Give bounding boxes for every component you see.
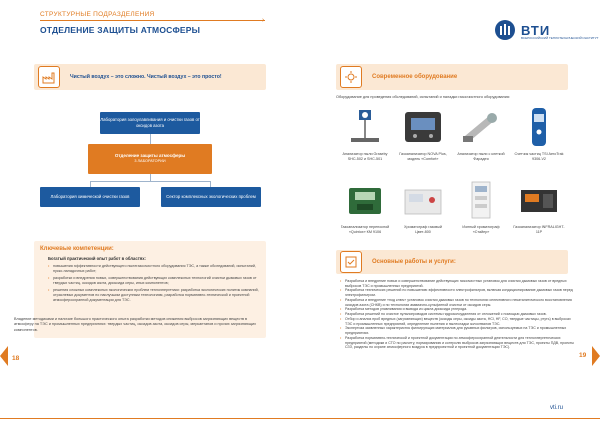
slogan-banner — [34, 64, 266, 90]
device-card — [454, 103, 508, 162]
logo-emblem-icon — [495, 20, 515, 40]
competences-list — [48, 264, 262, 305]
list-item: • Разработка и внедрение новых и совершенствование действующих газоочистных установок для очистки дымовых газов от вредных выбросов ТЭС и промышленных предприятий. — [340, 279, 578, 288]
device-card — [512, 103, 566, 162]
device-caption: Газоанализатор NOVA Plus, модель «Comfort» — [399, 152, 447, 161]
equipment-icon — [340, 66, 362, 88]
list-item: • Отбор и анализ проб вредных (загрязняющих) веществ (оксиды серы, оксиды азота, HCl, HF, CO, твердые частицы, ртуть) в выбросах ТЭС и промышленных предприятий, определение пыления и пылесладки золоотвалов ТЭС. — [340, 317, 578, 326]
page-title: ОТДЕЛЕНИЕ ЗАЩИТЫ АТМОСФЕРЫ — [40, 25, 201, 35]
equipment-title: Современное оборудование — [372, 74, 458, 80]
list-item: • разработки и внедрения новых, совершенствования действующих комплексных технологий очистки дымовых газов от твердых частиц, оксидов азота, диоксида серы, иных компонентов; — [48, 276, 262, 286]
faraday-analyzer-image — [454, 103, 508, 151]
list-item: • Разработка решений по очистке пульпопроводов системы гидрозолоудаления от отложений с помощью дымовых газов. — [340, 312, 578, 317]
device-card — [512, 176, 566, 235]
device-caption: Газоанализатор INFRALIGHT-11P — [513, 225, 565, 234]
device-caption: Ионный хроматограф «Стайер» — [462, 225, 500, 234]
page-number-right: 19 — [579, 352, 587, 359]
footer-divider — [0, 418, 600, 419]
factory-icon — [38, 66, 60, 88]
list-item: • Разработка технических решений по повышению эффективности электрофильтров, включая кондиционирование дымовых газов перед электрофильтром. — [340, 288, 578, 297]
org-lab-ash: Лаборатория золоулавливания и очистки газов от оксидов азота — [100, 112, 200, 134]
org-center-subtitle: 3 ЛАБОРАТОРИИ — [134, 159, 166, 164]
device-caption: Анализатор пыли с клеткой Фарадея — [457, 152, 505, 161]
competences-title: Ключевые компетенции: — [40, 246, 114, 252]
dust-analyzer-image — [338, 103, 392, 151]
header-divider — [40, 20, 265, 21]
device-caption: Счетчик частиц TSI AeroTrak 9306-V2 — [514, 152, 564, 161]
list-item: • Экспертиза заявленных характеристик фильтрующих материалов для рукавных фильтров, используемых на ТЭС и промышленных предприятиях. — [340, 326, 578, 335]
org-connector — [150, 174, 151, 181]
device-caption: Анализатор пыли Graseby SHC-502 и SHC-501 — [342, 152, 388, 161]
page-tab-right — [592, 346, 600, 366]
works-list — [340, 279, 578, 350]
equipment-banner — [336, 64, 568, 90]
device-card — [338, 176, 392, 235]
org-sector-ecology: Сектор комплексных экологических проблем — [161, 187, 261, 207]
list-item: • Разработка нормативно-технической и проектной документации по атмосфероохранной деятельности для теплоэнергетических предприятий (методики и СТО по расчету, нормированию и контролю выбросов загрязняющих веществ для ТЭС, проекты ПДВ, проекты СЗЗ, разделы по охране атмосферного воздуха в предпроектной и проектной документации ТЭС). — [340, 336, 578, 350]
logo-subtitle: ВСЕРОССИЙСКИЙ ТЕПЛОТЕХНИЧЕСКИЙ ИНСТИТУТ — [521, 36, 599, 40]
slogan-text: Чистый воздух – это сложно. Чистый воздух – это просто! — [70, 74, 222, 80]
device-card — [396, 103, 450, 162]
arrow-right-icon: › — [262, 17, 265, 24]
page-tab-left — [0, 346, 8, 366]
device-card — [396, 176, 450, 235]
device-card — [454, 176, 508, 235]
org-center — [88, 144, 212, 174]
competences-lead: Богатый практический опыт работ в областях: — [48, 256, 146, 261]
org-lab-chemical: Лаборатория химической очистки газов — [40, 187, 140, 207]
logo-text: ВТИ — [521, 22, 551, 38]
ion-chromatograph-image — [454, 176, 508, 224]
checklist-icon — [340, 251, 362, 273]
device-card — [338, 103, 392, 162]
device-caption: Газоанализатор переносной «Quintox» КМ 9106 — [340, 225, 390, 234]
works-banner — [336, 250, 568, 274]
website-link[interactable]: vti.ru — [550, 405, 564, 411]
quintox-analyzer-image — [338, 176, 392, 224]
page-number-left: 18 — [12, 355, 20, 362]
list-item: • повышения эффективности действующего пылегазоочистного оборудования ТЭС, а также обследований, испытаний, пуско-наладочных работ; — [48, 264, 262, 274]
competences-footer: Владение методиками и наличие большого практического опыта разработки методов снижения выбросов загрязняющих веществ в атмосферу на ТЭС и промышленных предприятиях: твердых частиц, оксидов азота, оксидов серы, меркаптанов и прочих загрязняющих компонентов. — [14, 317, 257, 332]
equipment-intro: Оборудование для проведения обследований, испытаний и наладки газоочистного оборудования: — [336, 95, 510, 99]
device-caption: Хроматограф газовый Цвет-800 — [404, 225, 442, 234]
particle-counter-image — [512, 103, 566, 151]
section-label: СТРУКТУРНЫЕ ПОДРАЗДЕЛЕНИЯ — [40, 11, 155, 18]
org-center-title: Отделение защиты атмосферы — [114, 153, 186, 159]
list-item: • решения сложных комплексных экологических проблем теплоэнергетики: разработка экологических политик компаний, отраслевых документов по наилучшим доступным технологиям, разработка нормативно-технической и проектной атмосфероохранной документации для ТЭС. — [48, 288, 262, 304]
works-title: Основные работы и услуги: — [372, 259, 456, 265]
list-item: • Разработка и внедрение «под ключ» установок очистки дымовых газов по технологии селективного некаталитического восстановления оксидов азота (СНКВ) и по технологии аммиачно-сульфатной очистки от оксидов серы. — [340, 298, 578, 307]
org-connector — [150, 134, 151, 144]
org-connector — [90, 181, 210, 182]
gas-chromatograph-image — [396, 176, 450, 224]
list-item: • Разработка методов улавливания и вывода из цикла диоксида углерода. — [340, 307, 578, 312]
infralight-analyzer-image — [512, 176, 566, 224]
gas-analyzer-case-image — [396, 103, 450, 151]
